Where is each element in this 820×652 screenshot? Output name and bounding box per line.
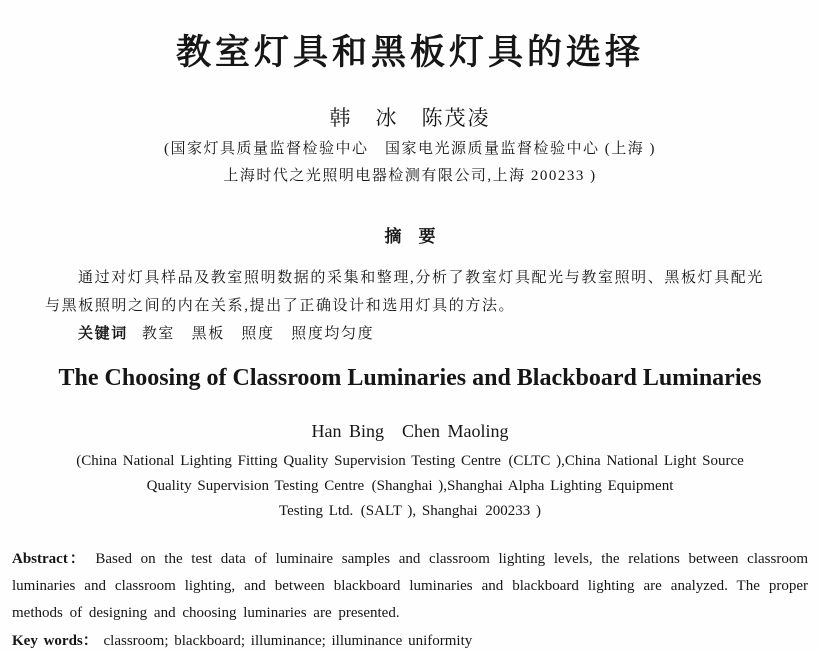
affiliation-chinese-line-2: 上海时代之光照明电器检测有限公司,上海 200233 ) [223, 168, 597, 184]
abstract-chinese-line-1: 通过对灯具样品及教室照明数据的采集和整理,分析了教室灯具配光与教室照明、黑板灯具配光 [78, 270, 764, 286]
authors-chinese: 韩 冰 陈茂凌 [329, 106, 491, 130]
affiliation-english-line-3: Testing Ltd. (SALT ), Shanghai 200233 ) [279, 503, 541, 519]
keywords-english: classroom; blackboard; illuminance; illuminance uniformity [103, 633, 473, 649]
abstract-english [12, 546, 808, 627]
authors-english: Han Bing Chen Maoling [311, 421, 509, 441]
abstract-label-english: Abstract： [12, 551, 87, 567]
affiliation-chinese [0, 136, 820, 190]
paper-title-chinese: 教室灯具和黑板灯具的选择 [175, 33, 644, 72]
keywords-label-english: Key words： [12, 633, 98, 649]
abstract-chinese-line-2: 与黑板照明之间的内在关系,提出了正确设计和选用灯具的方法。 [45, 298, 516, 314]
affiliation-chinese-line-1: (国家灯具质量监督检验中心 国家电光源质量监督检验中心 (上海 ) [164, 141, 656, 157]
affiliation-english-line-2: Quality Supervision Testing Centre (Shanghai ),Shanghai Alpha Lighting Equipment [146, 478, 674, 494]
paper-title-english: The Choosing of Classroom Luminaries and Blackboard Luminaries [58, 365, 762, 391]
abstract-heading-chinese: 摘 要 [384, 227, 436, 246]
abstract-text-english: Based on the test data of luminaire samples and classroom lighting levels, the relations between classroom luminaries and classroom lighting, and between blackboard luminaries and blackboard lighting are analyzed. The proper methods of designing and choosing luminaries are presented. [12, 551, 809, 621]
keywords-label-chinese: 关键词 [78, 325, 128, 342]
keywords-line-english [12, 628, 808, 652]
affiliation-english-line-1: (China National Lighting Fitting Quality Supervision Testing Centre (CLTC ),China National Light Source [76, 453, 744, 469]
affiliation-english [0, 449, 820, 524]
keywords-line-chinese [45, 320, 775, 348]
abstract-body-chinese [45, 264, 775, 320]
keywords-chinese: 教室 黑板 照度 照度均匀度 [141, 326, 375, 342]
